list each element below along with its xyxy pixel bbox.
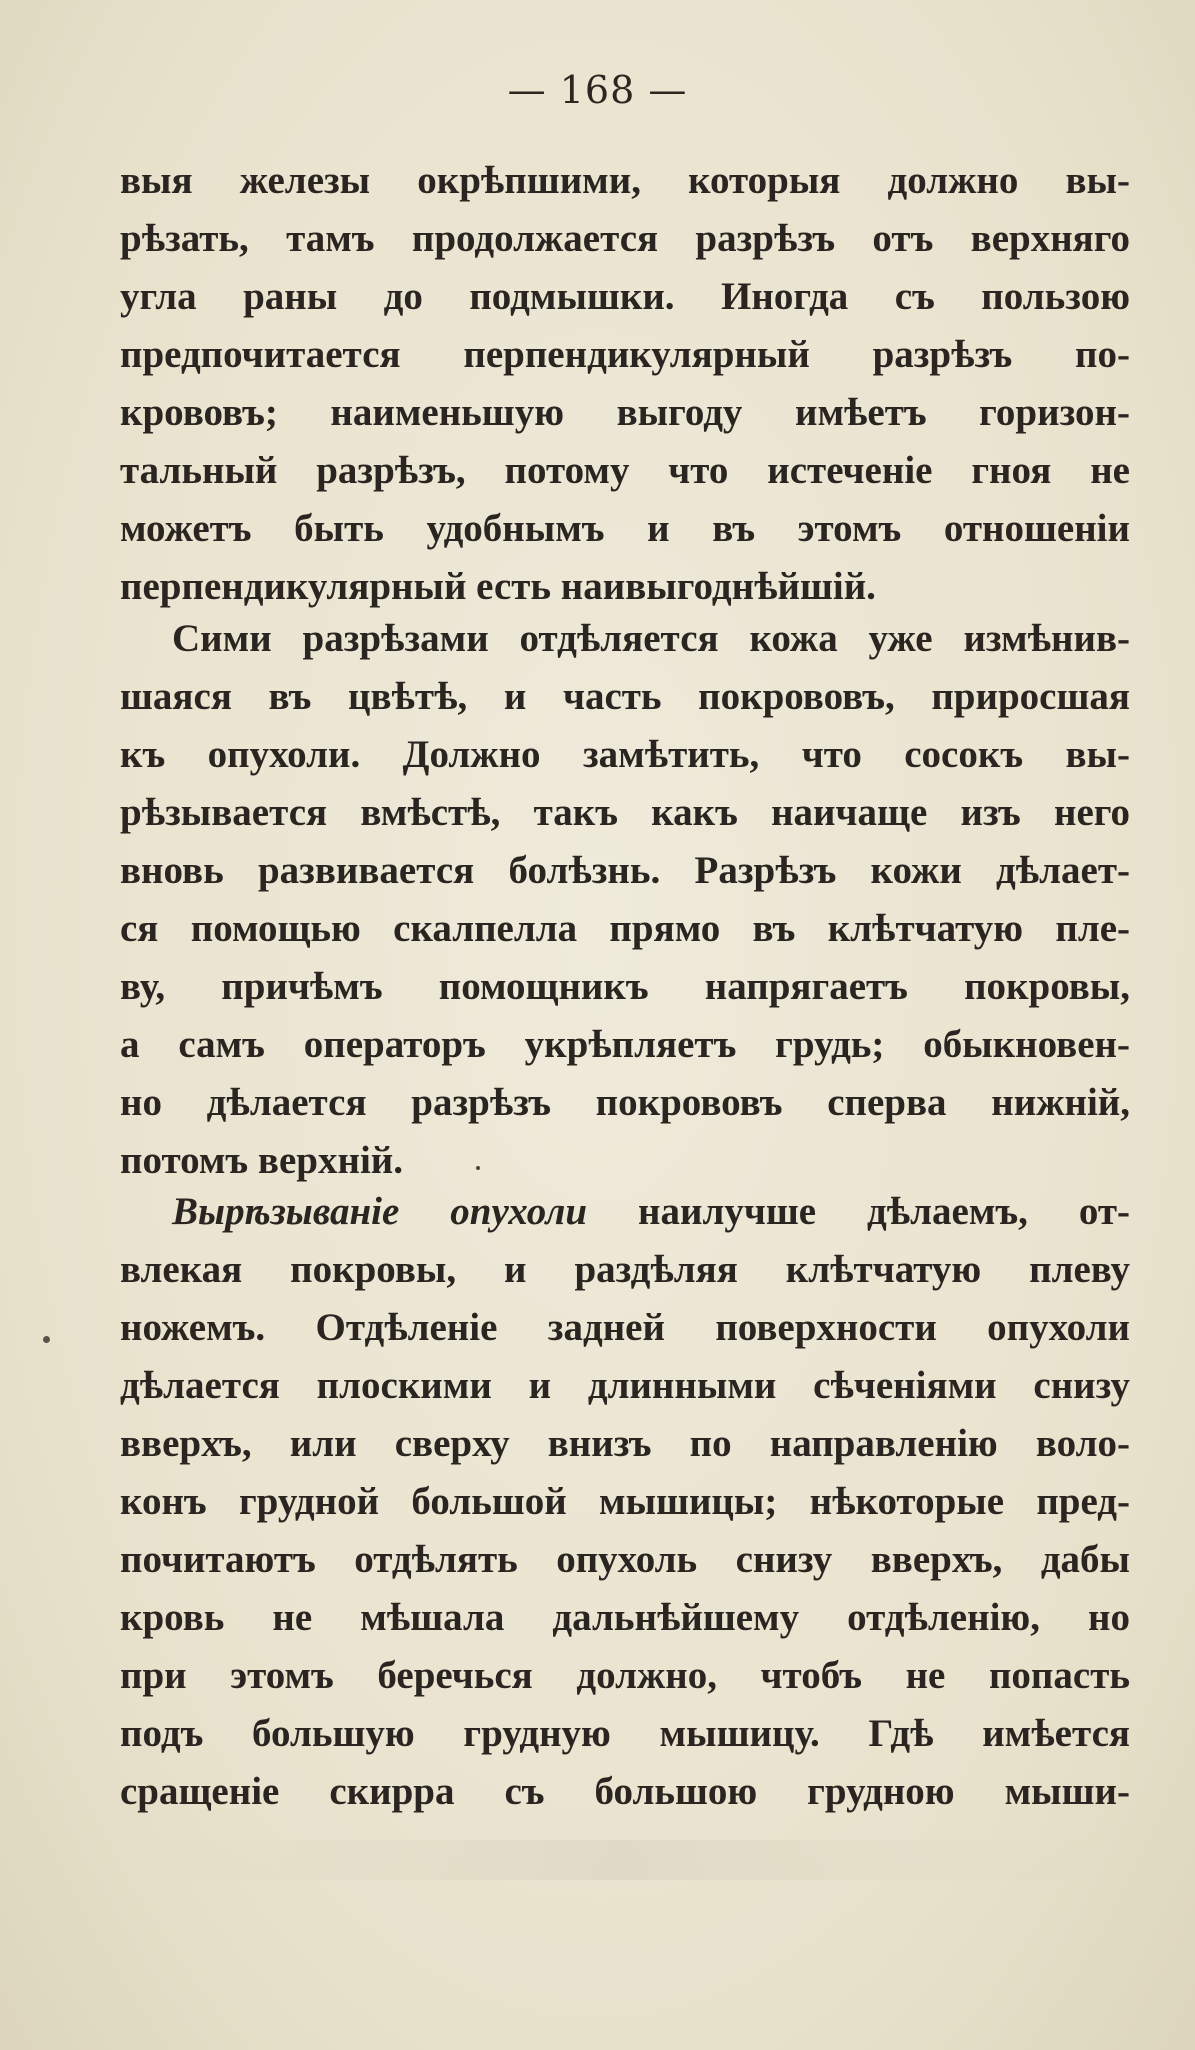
margin-ink-dot bbox=[43, 1336, 50, 1343]
text-line: тальный разрѣзъ, потому что истеченіе гноя не bbox=[120, 449, 1130, 492]
text-line: ся помощью скалпелла прямо въ клѣтчатую пле- bbox=[120, 907, 1130, 950]
text-line: перпендикулярный есть наивыгоднѣйшій. bbox=[120, 565, 876, 608]
paragraph-3 bbox=[120, 1183, 1130, 1821]
page-number: — 168 — bbox=[507, 68, 688, 112]
text-line-rest: наилучше дѣлаемъ, от- bbox=[587, 1190, 1130, 1233]
text-line: рѣзать, тамъ продолжается разрѣзъ отъ верхняго bbox=[120, 217, 1130, 260]
paragraph-1 bbox=[120, 152, 1130, 616]
stray-ink-dot bbox=[476, 1166, 480, 1170]
italic-heading: Вырѣзываніе опухоли bbox=[172, 1190, 588, 1233]
paragraph-2 bbox=[120, 610, 1130, 1190]
text-line: а самъ операторъ укрѣпляетъ грудь; обыкновен- bbox=[120, 1023, 1130, 1066]
text-line: вверхъ, или сверху внизъ по направленію воло- bbox=[120, 1422, 1130, 1465]
text-line: Сими разрѣзами отдѣляется кожа уже измѣнив- bbox=[172, 617, 1130, 660]
text-line: но дѣлается разрѣзъ покрововъ сперва нижній, bbox=[120, 1081, 1130, 1124]
text-line: сращеніе скирра съ большою грудною мыши- bbox=[120, 1770, 1130, 1813]
text-line: при этомъ беречься должно, чтобъ не попасть bbox=[120, 1654, 1130, 1697]
text-line: потомъ верхній. bbox=[120, 1139, 403, 1182]
text-line: влекая покровы, и раздѣляя клѣтчатую плеву bbox=[120, 1248, 1130, 1291]
text-line: угла раны до подмышки. Иногда съ пользою bbox=[120, 275, 1130, 318]
text-line: рѣзывается вмѣстѣ, такъ какъ наичаще изъ него bbox=[120, 791, 1130, 834]
bleed-through-shadow bbox=[130, 1840, 1110, 1880]
text-line: кровь не мѣшала дальнѣйшему отдѣленію, но bbox=[120, 1596, 1130, 1639]
text-line: можетъ быть удобнымъ и въ этомъ отношеніи bbox=[120, 507, 1130, 550]
text-line: шаяся въ цвѣтѣ, и часть покрововъ, приросшая bbox=[120, 675, 1130, 718]
text-line: выя железы окрѣпшими, которыя должно вы- bbox=[120, 159, 1130, 202]
text-line: ву, причѣмъ помощникъ напрягаетъ покровы, bbox=[120, 965, 1130, 1008]
text-line: почитаютъ отдѣлять опухоль снизу вверхъ, дабы bbox=[120, 1538, 1130, 1581]
text-line: предпочитается перпендикулярный разрѣзъ по- bbox=[120, 333, 1130, 376]
text-line: дѣлается плоскими и длинными сѣченіями снизу bbox=[120, 1364, 1130, 1407]
text-line: крововъ; наименьшую выгоду имѣетъ горизон- bbox=[120, 391, 1130, 434]
text-line: вновь развивается болѣзнь. Разрѣзъ кожи дѣлает- bbox=[120, 849, 1130, 892]
text-line: подъ большую грудную мышицу. Гдѣ имѣется bbox=[120, 1712, 1130, 1755]
text-line-first bbox=[120, 1183, 1130, 1241]
text-line: къ опухоли. Должно замѣтить, что сосокъ вы- bbox=[120, 733, 1130, 776]
text-line: конъ грудной большой мышицы; нѣкоторые пред- bbox=[120, 1480, 1130, 1523]
text-line: ножемъ. Отдѣленіе задней поверхности опухоли bbox=[120, 1306, 1130, 1349]
